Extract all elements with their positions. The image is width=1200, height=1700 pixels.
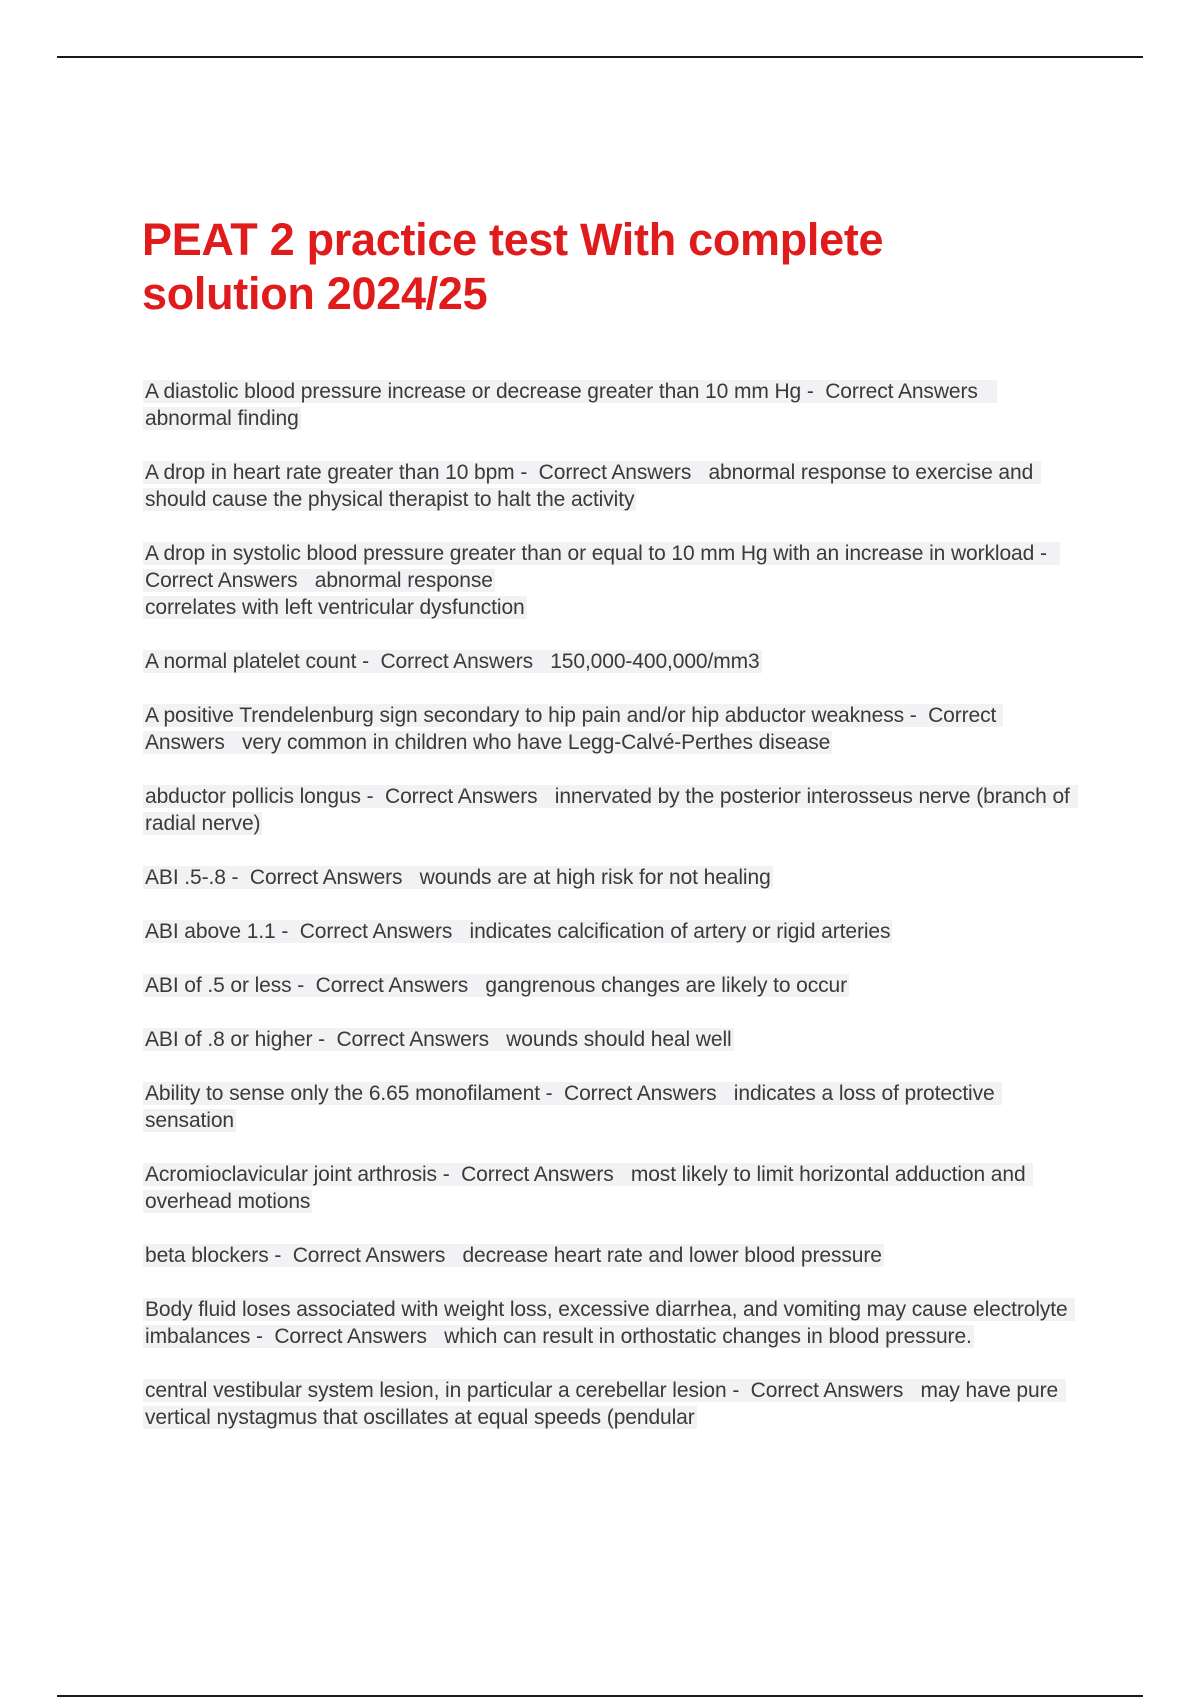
header-rule <box>57 56 1143 58</box>
question-text: A normal platelet count <box>145 650 357 673</box>
document-title: PEAT 2 practice test With complete solution 2024/25 <box>142 214 884 319</box>
answer-separator: - Correct Answers <box>145 704 1001 754</box>
qa-entry-text <box>143 650 762 673</box>
question-text: central vestibular system lesion, in particular a cerebellar lesion <box>145 1379 727 1402</box>
answer-separator: - Correct Answers <box>268 1244 463 1267</box>
answer-text: 150,000-400,000/mm3 <box>550 650 760 673</box>
answer-separator: - Correct Answers <box>275 920 470 943</box>
qa-entry-8 <box>143 918 1073 945</box>
qa-entry-text <box>143 866 773 889</box>
qa-entry-15 <box>143 1377 1073 1431</box>
answer-text: decrease heart rate and lower blood pressure <box>462 1244 882 1267</box>
answer-text: may have pure vertical nystagmus that oscillates at equal speeds (pendular <box>145 1379 1064 1429</box>
qa-entry-text <box>143 1379 1066 1429</box>
qa-entry-text <box>143 380 997 430</box>
answer-text: wounds are at high risk for not healing <box>419 866 771 889</box>
question-text: Ability to sense only the 6.65 monofilament <box>145 1082 540 1105</box>
qa-entry-3 <box>143 540 1073 621</box>
answer-separator: - Correct Answers <box>225 866 420 889</box>
qa-entry-text <box>143 785 1078 835</box>
answer-separator: - Correct Answers <box>356 650 551 673</box>
qa-entry-text <box>143 1163 1033 1213</box>
answer-text: abnormal response correlates with left ventricular dysfunction <box>145 569 525 619</box>
answer-separator: - Correct Answers <box>726 1379 921 1402</box>
qa-entry-6 <box>143 783 1076 837</box>
qa-entry-text <box>143 920 892 943</box>
answer-separator: - Correct Answers <box>360 785 555 808</box>
question-text: Acromioclavicular joint arthrosis <box>145 1163 437 1186</box>
qa-entry-text <box>143 1298 1075 1348</box>
qa-entry-7 <box>143 864 1073 891</box>
qa-entry-5 <box>143 702 1073 756</box>
qa-entry-13 <box>143 1242 1073 1269</box>
answer-text: abnormal finding <box>145 407 299 430</box>
answer-text: indicates a loss of protective sensation <box>145 1082 1001 1132</box>
qa-entry-2 <box>143 459 1073 513</box>
answer-text: wounds should heal well <box>506 1028 732 1051</box>
qa-entry-12 <box>143 1161 1073 1215</box>
answer-separator: - Correct Answers <box>250 1325 445 1348</box>
qa-entry-14 <box>143 1296 1073 1350</box>
answer-text: abnormal response to exercise and should cause the physical therapist to halt the activity <box>145 461 1039 511</box>
question-text: ABI .5-.8 <box>145 866 226 889</box>
answer-text: innervated by the posterior interosseus nerve (branch of radial nerve) <box>145 785 1076 835</box>
question-text: beta blockers <box>145 1244 269 1267</box>
answer-separator: - Correct Answers <box>291 974 486 997</box>
question-text: A positive Trendelenburg sign secondary to hip pain and/or hip abductor weakness <box>145 704 904 727</box>
answer-separator: - Correct Answers <box>539 1082 734 1105</box>
qa-entry-text <box>143 542 1060 619</box>
qa-entry-10 <box>143 1026 1073 1053</box>
footer-rule <box>57 1695 1143 1697</box>
qa-entry-text <box>143 974 849 997</box>
answer-text: very common in children who have Legg-Calvé-Perthes disease <box>242 731 831 754</box>
qa-entry-11 <box>143 1080 1073 1134</box>
qa-entry-text <box>143 704 1003 754</box>
qa-entry-9 <box>143 972 1073 999</box>
qa-entry-text <box>143 1244 884 1267</box>
question-text: ABI of .5 or less <box>145 974 292 997</box>
qa-entry-text <box>143 1028 734 1051</box>
answer-text: indicates calcification of artery or rigid arteries <box>469 920 891 943</box>
qa-entry-1 <box>143 378 1073 432</box>
question-text: Body fluid loses associated with weight loss, excessive diarrhea, and vomiting may cause electrolyte imbalances <box>145 1298 1074 1348</box>
answer-separator: - Correct Answers <box>801 380 995 403</box>
qa-list <box>143 378 1076 1458</box>
answer-text: most likely to limit horizontal adduction and overhead motions <box>145 1163 1032 1213</box>
qa-entry-text <box>143 1082 1002 1132</box>
question-text: A drop in heart rate greater than 10 bpm <box>145 461 515 484</box>
question-text: A drop in systolic blood pressure greater than or equal to 10 mm Hg with an increase in workload <box>145 542 1035 565</box>
question-text: ABI above 1.1 <box>145 920 276 943</box>
question-text: ABI of .8 or higher <box>145 1028 313 1051</box>
question-text: abductor pollicis longus <box>145 785 361 808</box>
question-text: A diastolic blood pressure increase or decrease greater than 10 mm Hg <box>145 380 802 403</box>
answer-separator: - Correct Answers <box>312 1028 507 1051</box>
answer-text: which can result in orthostatic changes in blood pressure. <box>444 1325 972 1348</box>
qa-entry-text <box>143 461 1041 511</box>
answer-separator: - Correct Answers <box>514 461 709 484</box>
answer-separator: - Correct Answers <box>436 1163 631 1186</box>
answer-separator: - Correct Answers <box>145 542 1059 592</box>
answer-text: gangrenous changes are likely to occur <box>485 974 847 997</box>
qa-entry-4 <box>143 648 1073 675</box>
